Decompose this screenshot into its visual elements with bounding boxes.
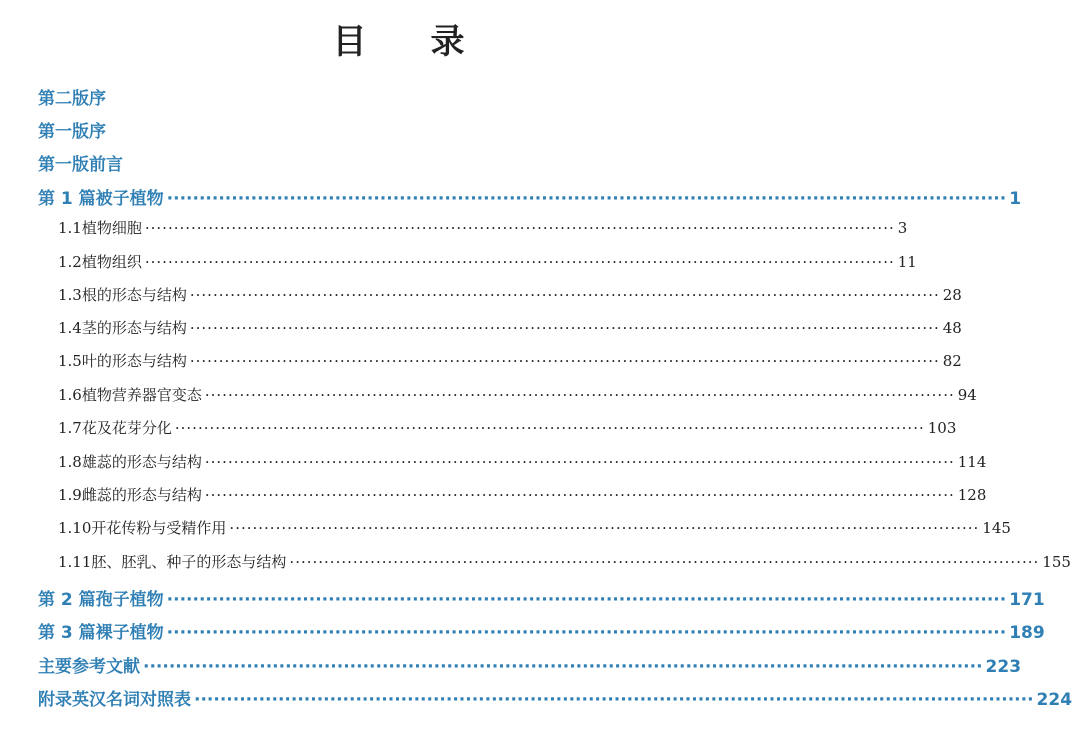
toc-entry-page: 155: [1042, 553, 1071, 571]
toc-entry-label: 第一版前言: [38, 155, 123, 175]
toc-entry-chapter-1-6[interactable]: [0, 384, 977, 405]
dot-leader: ··································································································································: [194, 690, 1034, 710]
toc-entry-number: 1.2: [58, 253, 82, 271]
toc-entry-page: 128: [957, 486, 987, 504]
toc-entry-page: 94: [957, 386, 977, 404]
toc-entry-number: 附录: [38, 690, 72, 710]
dot-leader: ··································································································································: [204, 486, 955, 504]
dot-leader: ··································································································································: [189, 286, 940, 304]
toc-entry-chapter-1-10[interactable]: [0, 517, 1011, 538]
page-title: [0, 14, 799, 63]
toc-entry-label: 花及花芽分化: [81, 419, 172, 437]
dot-leader: ··································································································································: [166, 623, 1007, 643]
toc-entry-page: 171: [1009, 590, 1045, 610]
toc-entry-label: 英汉名词对照表: [72, 690, 191, 710]
toc-entry-number: 1.8: [58, 453, 82, 471]
toc-entry-chapter-1-7[interactable]: [0, 417, 957, 438]
toc-entry-page: 28: [942, 286, 962, 304]
toc-entry-chapter-1-5[interactable]: [0, 350, 962, 371]
dot-leader: ··································································································································: [166, 189, 1007, 209]
toc-entry-number: 1.11: [58, 553, 92, 571]
dot-leader: ··································································································································: [189, 319, 940, 337]
toc-entry-label: 第一版序: [38, 122, 106, 142]
toc-entry-page: 114: [957, 453, 987, 471]
toc-entry-label: 胚、胚乳、种子的形态与结构: [91, 553, 287, 571]
toc-entry-page: 224: [1036, 690, 1072, 710]
toc-entry-page: 189: [1009, 623, 1045, 643]
toc-entry-chapter-1-2[interactable]: [0, 251, 917, 272]
toc-entry-preface-2nd[interactable]: [0, 84, 837, 109]
toc-entry-page: 223: [985, 657, 1022, 677]
toc-entry-label: 植物细胞: [81, 219, 142, 237]
toc-entry-page: 145: [982, 519, 1011, 537]
dot-leader: ··································································································································: [144, 253, 895, 271]
toc-entry-label: 主要参考文献: [38, 657, 140, 677]
toc-entry-preface-1st[interactable]: [0, 117, 837, 142]
dot-leader: ··································································································································: [166, 590, 1007, 610]
toc-entry-part-2[interactable]: [0, 585, 1045, 610]
dot-leader: ··································································································································: [229, 519, 980, 537]
toc-entry-page: 11: [897, 253, 917, 271]
toc-entry-page: 103: [927, 419, 957, 437]
dot-leader: ··································································································································: [174, 419, 925, 437]
toc-entry-label: 植物营养器官变态: [81, 386, 202, 404]
dot-leader: ··································································································································: [289, 553, 1040, 571]
toc-entry-number: 1.3: [58, 286, 82, 304]
toc-entry-chapter-1-8[interactable]: [0, 451, 987, 472]
toc-entry-label: 被子植物: [95, 189, 164, 209]
toc-entry-label: 雄蕊的形态与结构: [81, 453, 202, 471]
toc-entry-label: 第二版序: [38, 89, 106, 109]
title-char-1: 目: [332, 22, 369, 62]
toc-entry-label: 开花传粉与受精作用: [91, 519, 227, 537]
toc-entry-chapter-1-1[interactable]: [0, 217, 908, 238]
toc-entry-appendix[interactable]: [0, 685, 1072, 710]
toc-entry-number: 第 1 篇: [38, 189, 96, 209]
dot-leader: ··································································································································: [143, 657, 983, 677]
toc-entry-number: 1.7: [58, 419, 82, 437]
toc-entry-number: 1.10: [58, 519, 92, 537]
toc-entry-number: 1.5: [58, 352, 82, 370]
toc-entry-label: 裸子植物: [95, 623, 164, 643]
toc-entry-part-1[interactable]: [0, 184, 1022, 209]
toc-entry-number: 第 3 篇: [38, 623, 96, 643]
toc-entry-chapter-1-9[interactable]: [0, 484, 987, 505]
toc-entry-label: 根的形态与结构: [81, 286, 187, 304]
toc-entry-page: 48: [942, 319, 962, 337]
toc-entry-number: 1.4: [58, 319, 82, 337]
toc-entry-chapter-1-3[interactable]: [0, 284, 962, 305]
toc-entry-number: 1.9: [58, 486, 82, 504]
dot-leader: ··································································································································: [204, 453, 955, 471]
toc-entry-label: 植物组织: [81, 253, 142, 271]
toc-entry-number: 1.6: [58, 386, 82, 404]
toc-entry-label: 叶的形态与结构: [81, 352, 187, 370]
dot-leader: ··································································································································: [204, 386, 955, 404]
title-char-2: 录: [430, 22, 467, 62]
toc-entry-label: 雌蕊的形态与结构: [81, 486, 202, 504]
toc-entry-label: 茎的形态与结构: [81, 319, 187, 337]
toc-entry-chapter-1-4[interactable]: [0, 317, 962, 338]
toc-entry-page: 1: [1009, 189, 1022, 209]
toc-entry-label: 孢子植物: [95, 590, 164, 610]
toc-entry-number: 第 2 篇: [38, 590, 96, 610]
toc-entry-part-3[interactable]: [0, 618, 1045, 643]
dot-leader: ··································································································································: [189, 352, 940, 370]
toc-entry-chapter-1-11[interactable]: [0, 551, 1071, 572]
dot-leader: ··································································································································: [144, 219, 895, 237]
toc-entry-references[interactable]: [0, 652, 1022, 677]
toc-entry-page: 82: [942, 352, 962, 370]
toc-entry-number: 1.1: [58, 219, 82, 237]
toc-entry-page: 3: [897, 219, 908, 237]
toc-entry-foreword-1st[interactable]: [0, 150, 837, 175]
